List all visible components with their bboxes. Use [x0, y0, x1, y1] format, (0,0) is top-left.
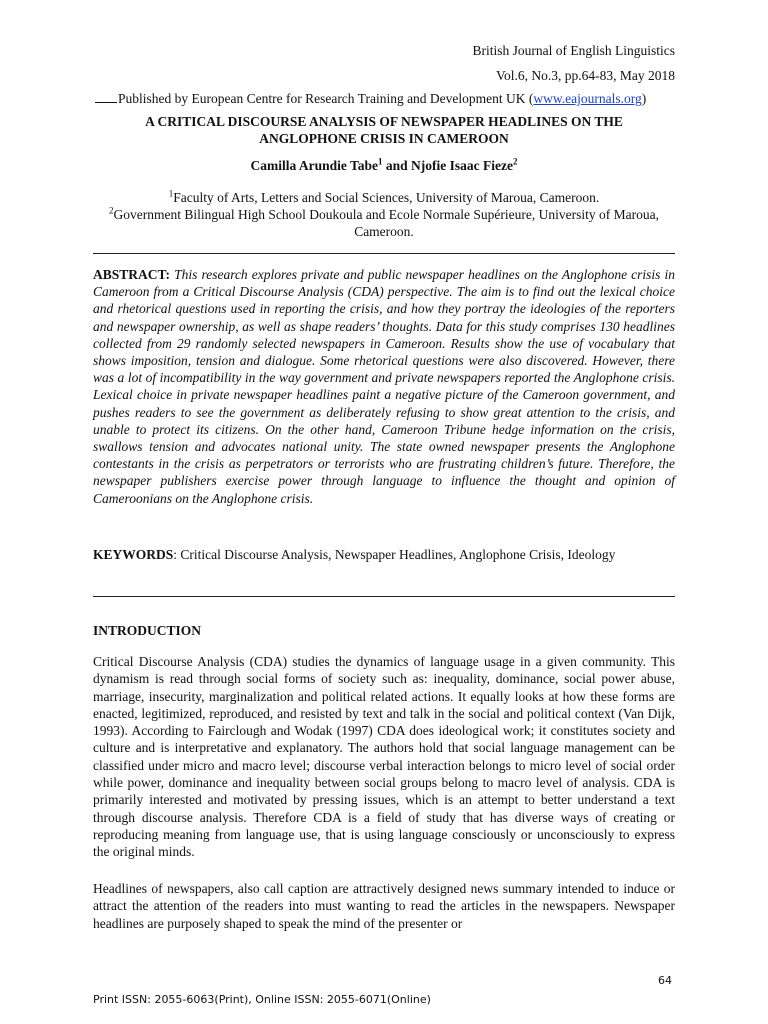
title-line-1: A CRITICAL DISCOURSE ANALYSIS OF NEWSPAPER HEADLINES ON THE	[145, 114, 623, 129]
affiliation-1-text: Faculty of Arts, Letters and Social Sciences, University of Maroua, Cameroon.	[173, 190, 600, 205]
affiliation-1-sup: 1	[168, 188, 174, 199]
abstract-label: ABSTRACT:	[93, 267, 171, 282]
divider-top	[93, 253, 675, 254]
section-heading: INTRODUCTION	[93, 623, 202, 638]
abstract-text: This research explores private and public newspaper headlines on the Anglophone crisis in Cameroon from a Critical Discourse Analysis (CDA) perspective. The aim is to find out the lexical choice and rhetorical questions used in reporting the crisis, and how they portray the ideologies of the reporters and newspaper ownership, as well as shape readers’ thoughts. Data for this study comprises 130 headlines collected from 29 randomly selected newspapers in Cameroon. Results show the use of vocabulary that shows imposition, tension and dialogue. Some rhetorical questions were also discovered. However, there was a lot of incompatibility in the way government and private newspapers reported the Anglophone crisis. Lexical choice in private newspaper headlines paint a negative picture of the Cameroon government, and pushes readers to see the government as deliberately refusing to show great attention to the crisis, and unable to protect its citizens. On the other hand, Cameroon Tribune hedge information on the crisis, swallows tension and advocates national unity. The state owned newspaper presents the Anglophone contestants in the crisis as perpetrators or terrorists who are frustrating children’s future. Therefore, the newspaper publishers exercise power through language to influence the thought and opinion of Cameroonians on the Anglophone crisis.	[93, 267, 676, 506]
author-2-sup: 2	[513, 156, 518, 167]
publisher-link[interactable]: www.eajournals.org	[533, 91, 642, 106]
paragraph-2: Headlines of newspapers, also call caption are attractively designed news summary intended to induce or attract the attention of the readers into must wanting to read the articles in the newspapers. Newspaper headlines are purposely shaped to speak the mind of the presenter or	[93, 881, 675, 931]
title-line-2: ANGLOPHONE CRISIS IN CAMEROON	[259, 131, 509, 146]
journal-name: British Journal of English Linguistics	[472, 43, 675, 58]
keywords	[93, 546, 675, 564]
abstract	[93, 266, 675, 507]
author-1: Camilla Arundie Tabe	[250, 158, 379, 173]
keywords-text: : Critical Discourse Analysis, Newspaper Headlines, Anglophone Crisis, Ideology	[173, 547, 616, 562]
affiliation-2-sup: 2	[109, 205, 114, 216]
underline-rule	[95, 101, 117, 103]
publisher-suffix: )	[641, 91, 647, 106]
publisher-line	[95, 90, 646, 107]
publisher-text: Published by European Centre for Research Training and Development UK (	[118, 91, 534, 106]
keywords-label: KEYWORDS	[93, 547, 174, 562]
affiliation-2-text: Government Bilingual High School Doukoula and Ecole Normale Supérieure, University of Maroua, Cameroon.	[113, 207, 659, 239]
issn-footer: Print ISSN: 2055-6063(Print), Online ISSN: 2055-6071(Online)	[93, 993, 431, 1006]
author-2: Njofie Isaac Fieze	[411, 158, 514, 173]
paragraph-1: Critical Discourse Analysis (CDA) studies the dynamics of language usage in a given community. This dynamism is read through social forms of society such as: inequality, dominance, social power abuse, marriage, insecurity, marginalization and political related actions. It equally looks at how these forms are enacted, legitimized, reproduced, and resisted by text and talk in the social and political context (Van Dijk, 1993). According to Fairclough and Wodak (1997) CDA does ideological work; it constitutes society and culture and is interpretative and explanatory. The authors hold that social language management can be classified under micro and macro level; discourse verbal interaction belongs to micro level of social order while power, dominance and inequality between social groups belong to macro level of analysis. CDA is primarily interested and motivated by pressing issues, which is an attempt to better understand a text through discourse analysis. Therefore CDA is a field of study that has diverse ways of creating or reproducing meaning from language use, that is using language consciously or unconsciously to express the original minds.	[93, 654, 675, 860]
affiliations	[93, 189, 675, 240]
author-joiner: and	[382, 158, 412, 173]
affiliation-2	[93, 206, 675, 240]
author-1-sup: 1	[378, 156, 383, 167]
journal-volume: Vol.6, No.3, pp.64-83, May 2018	[495, 68, 675, 83]
affiliation-1	[93, 189, 675, 206]
article-title	[93, 113, 675, 147]
page-number: 64	[658, 974, 672, 987]
divider-bottom	[93, 596, 675, 597]
author-line	[93, 158, 675, 174]
